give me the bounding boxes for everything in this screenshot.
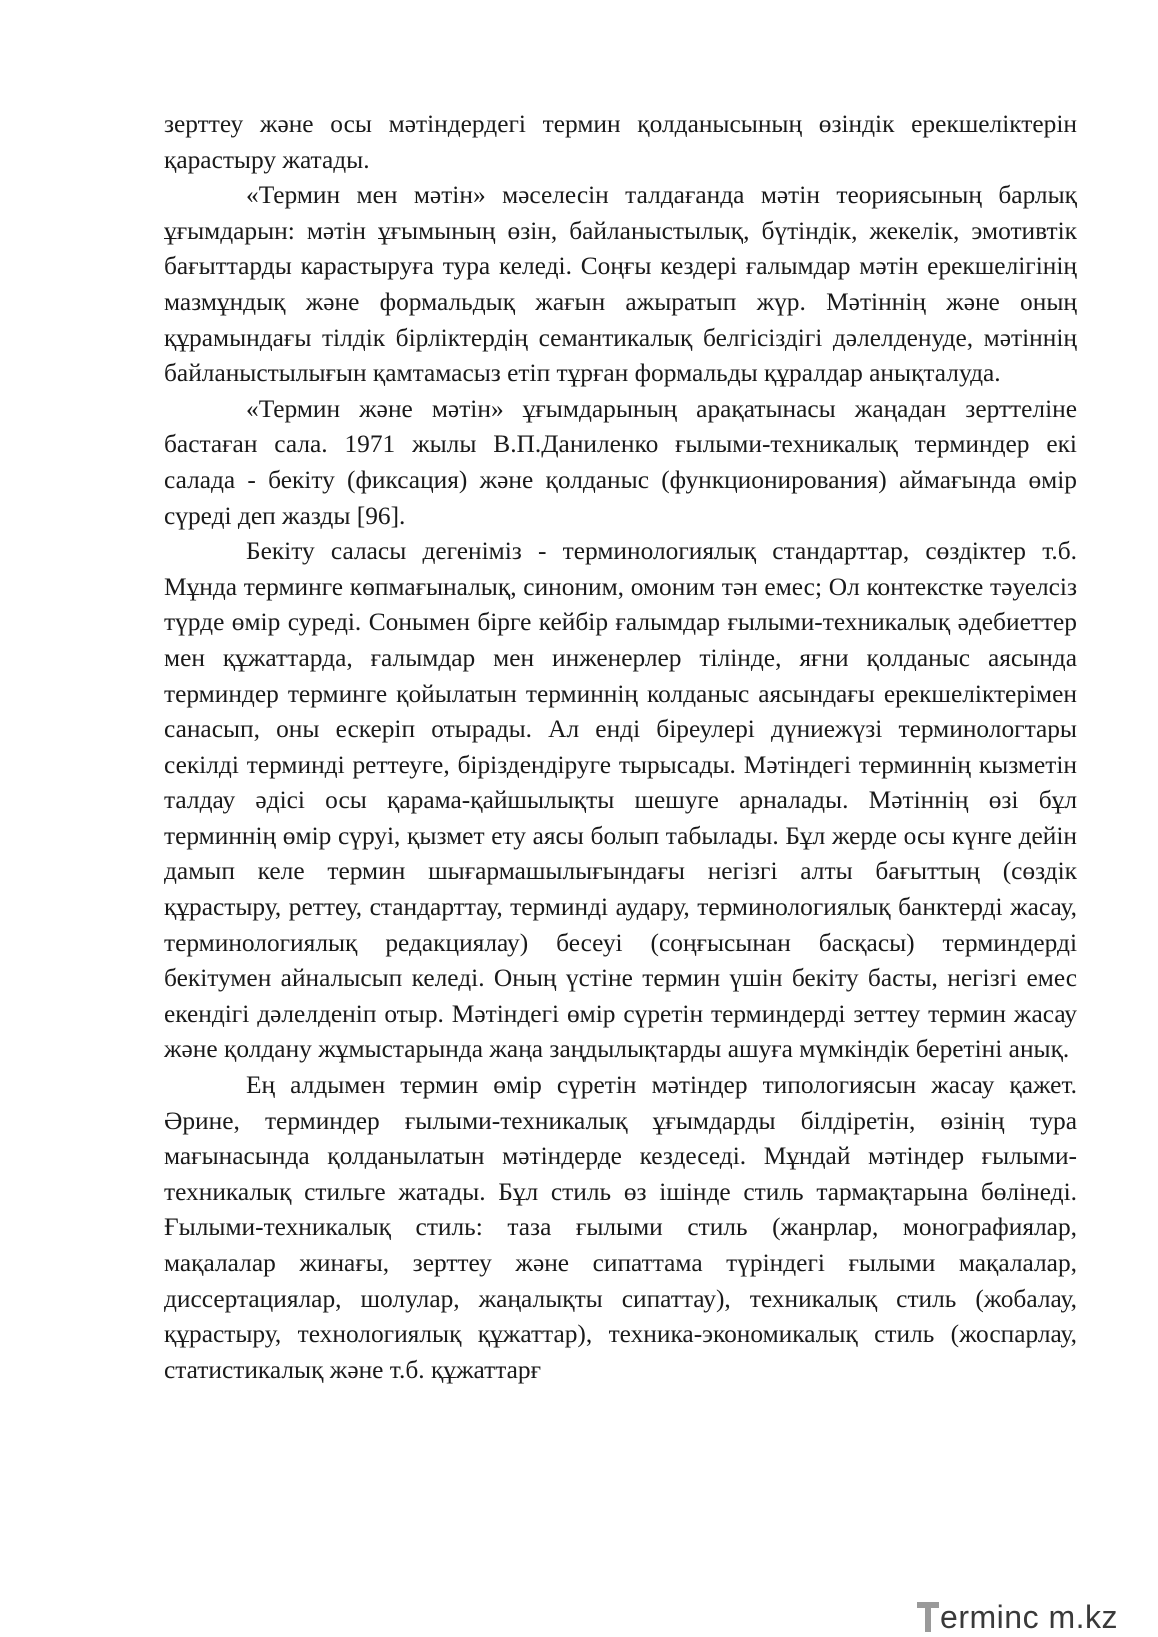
- document-page: [164, 107, 1077, 1388]
- paragraph: зерттеу және осы мәтіндердегі термин қолданысының өзіндік ерекшеліктерін қарастыру жатады.: [164, 110, 1077, 174]
- paragraph: Бекіту саласы дегеніміз - терминологиялық стандарттар, сөздіктер т.б. Мұнда терминге көпмағыналық, синоним, омоним тән емес; Ол контекстке тәуелсіз түрде өмір суреді. Сонымен бірге кейбір ғалымдар ғылыми-техникалық әдебиеттер мен құжаттарда, ғалымдар мен инженерлер тілінде, яғни қолданыс аясында терминдер терминге қойылатын терминнің колданыс аясындағы ерекшеліктерімен санасып, оны ескеріп отырады. Ал енді біреулері дүниежүзі терминологтары секілді терминді реттеуге, біріздендіруге тырысады. Мәтіндегі терминнің кызметін талдау әдісі осы қарама-қайшылықты шешуге арналады. Мәтіннің өзі бұл терминнің өмір сүруі, қызмет ету аясы болып табылады. Бұл жерде осы күнге дейін дамып келе термин шығармашылығындағы негізгі алты бағыттың (сөздік құрастыру, реттеу, стандарттау, терминді аудару, терминологиялық банктерді жасау, терминологиялық редакциялау) бесеуі (соңғысынан басқасы) терминдерді бекітумен айналысып келеді. Оның үстіне термин үшін бекіту басты, негізгі емес екендігі дәлелденіп отыр. Мәтіндегі өмір сүретін терминдерді зеттеу термин жасау және қолдану жұмыстарында жаңа заңдылықтарды ашуға мүмкіндік беретіні анық.: [164, 537, 1077, 1064]
- watermark-logo: [917, 1592, 1118, 1635]
- paragraph: «Термин мен мәтін» мәселесін талдағанда мәтін теориясының барлық ұғымдарын: мәтін ұғымының өзін, байланыстылық, бүтіндік, жекелік, эмотивтік бағыттарды карастыруға тура келеді. Соңғы кездері ғалымдар мәтін ерекшелігінің мазмұндық және формальдық жағын ажыратып жүр. Мәтіннің және оның құрамындағы тілдік бірліктердің семантикалық белгісіздігі дәлелденуде, мәтіннің байланыстылығын қамтамасыз етіп тұрған формальды құралдар анықталуда.: [164, 181, 1077, 388]
- watermark-text: erminc m.kz: [940, 1599, 1118, 1635]
- t-letter-icon: [917, 1602, 939, 1632]
- paragraph: Ең алдымен термин өмір сүретін мәтіндер типологиясын жасау қажет. Әрине, терминдер ғылыми-техникалық ұғымдарды білдіретін, өзінің тура мағынасында қолданылатын мәтіндерде кездеседі. Мұндай мәтіндер ғылыми-техникалық стильге жатады. Бұл стиль өз ішінде стиль тармақтарына бөлінеді. Ғылыми-техникалық стиль: таза ғылыми стиль (жанрлар, монографиялар, мақалалар жинағы, зерттеу және сипаттама түріндегі ғылыми мақалалар, диссертациялар, шолулар, жаңалықты сипаттау), техникалық стиль (жобалау, құрастыру, технологиялық құжаттар), техника-экономикалық стиль (жоспарлау, статистикалық және т.б. құжаттарғ: [164, 1071, 1077, 1384]
- paragraph: «Термин және мәтін» ұғымдарының арақатынасы жаңадан зерттеліне бастаған сала. 1971 жылы В.П.Даниленко ғылыми-техникалық терминдер екі салада - бекіту (фиксация) және қолданыс (функционирования) аймағында өмір сүреді деп жазды [96].: [164, 394, 1077, 530]
